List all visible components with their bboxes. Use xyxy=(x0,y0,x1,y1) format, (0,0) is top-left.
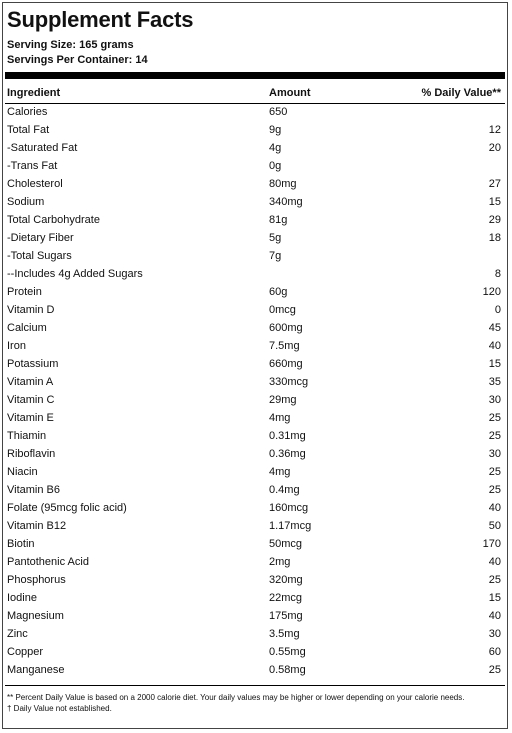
nutrient-row xyxy=(7,662,501,680)
nutrient-amount: 4mg xyxy=(269,412,291,424)
nutrient-amount: 0.4mg xyxy=(269,484,300,496)
nutrient-daily-value: 25 xyxy=(488,574,501,586)
nutrient-amount: 3.5mg xyxy=(269,628,300,640)
nutrient-amount: 7.5mg xyxy=(269,340,300,352)
servings-per-container: Servings Per Container: 14 xyxy=(7,54,148,66)
nutrient-row xyxy=(7,518,501,536)
nutrient-row xyxy=(7,392,501,410)
nutrient-amount: 80mg xyxy=(269,178,297,190)
nutrient-name: Copper xyxy=(7,646,44,658)
footnote-daily-value: ** Percent Daily Value is based on a 2000 calorie diet. Your daily values may be higher or lower depending on your calorie needs. xyxy=(7,693,465,702)
nutrient-daily-value: 35 xyxy=(488,376,501,388)
nutrient-daily-value: 29 xyxy=(488,214,501,226)
nutrient-row xyxy=(7,608,501,626)
nutrient-row xyxy=(7,356,501,374)
nutrient-amount: 2mg xyxy=(269,556,291,568)
nutrient-row xyxy=(7,104,501,122)
nutrient-name: Niacin xyxy=(7,466,38,478)
nutrient-daily-value: 20 xyxy=(488,142,501,154)
nutrient-row xyxy=(7,212,501,230)
nutrient-amount: 0g xyxy=(269,160,282,172)
nutrient-daily-value: 60 xyxy=(488,646,501,658)
nutrient-amount: 50mcg xyxy=(269,538,303,550)
nutrient-amount: 7g xyxy=(269,250,282,262)
nutrient-name: Magnesium xyxy=(7,610,64,622)
nutrient-row xyxy=(7,572,501,590)
nutrient-row xyxy=(7,644,501,662)
header-amount: Amount xyxy=(269,87,311,99)
nutrient-amount: 0mcg xyxy=(269,304,296,316)
nutrient-row xyxy=(7,122,501,140)
nutrient-daily-value: 8 xyxy=(494,268,501,280)
nutrient-amount: 175mg xyxy=(269,610,303,622)
nutrient-amount: 81g xyxy=(269,214,288,226)
nutrient-row xyxy=(7,140,501,158)
nutrient-daily-value: 40 xyxy=(488,556,501,568)
nutrient-row xyxy=(7,464,501,482)
panel-title: Supplement Facts xyxy=(7,7,194,32)
nutrient-amount: 160mcg xyxy=(269,502,309,514)
header-ingredient: Ingredient xyxy=(7,87,61,99)
nutrient-daily-value: 25 xyxy=(488,430,501,442)
nutrient-name: Riboflavin xyxy=(7,448,56,460)
nutrient-daily-value: 30 xyxy=(488,448,501,460)
serving-size: Serving Size: 165 grams xyxy=(7,39,134,51)
nutrient-amount: 330mcg xyxy=(269,376,309,388)
nutrient-daily-value: 45 xyxy=(488,322,501,334)
nutrient-row xyxy=(7,536,501,554)
nutrient-daily-value: 18 xyxy=(488,232,501,244)
nutrient-name: --Includes 4g Added Sugars xyxy=(7,268,143,280)
nutrient-row xyxy=(7,338,501,356)
nutrient-name: Protein xyxy=(7,286,42,298)
nutrient-amount: 0.55mg xyxy=(269,646,306,658)
nutrient-daily-value: 30 xyxy=(488,394,501,406)
nutrient-row xyxy=(7,626,501,644)
nutrient-row xyxy=(7,194,501,212)
nutrient-row xyxy=(7,374,501,392)
nutrient-name: Manganese xyxy=(7,664,65,676)
nutrient-amount: 660mg xyxy=(269,358,303,370)
thick-divider xyxy=(5,72,505,79)
nutrient-name: Vitamin C xyxy=(7,394,55,406)
nutrient-row xyxy=(7,248,501,266)
nutrient-row xyxy=(7,230,501,248)
nutrient-daily-value: 170 xyxy=(482,538,501,550)
nutrient-name: Vitamin D xyxy=(7,304,55,316)
nutrient-name: -Dietary Fiber xyxy=(7,232,74,244)
nutrient-amount: 22mcg xyxy=(269,592,303,604)
nutrient-row xyxy=(7,410,501,428)
nutrient-row xyxy=(7,446,501,464)
nutrient-name: -Saturated Fat xyxy=(7,142,78,154)
nutrient-row xyxy=(7,176,501,194)
nutrient-row xyxy=(7,428,501,446)
nutrient-row xyxy=(7,482,501,500)
nutrient-name: Potassium xyxy=(7,358,59,370)
nutrient-daily-value: 15 xyxy=(488,196,501,208)
nutrient-row xyxy=(7,302,501,320)
nutrient-name: Calories xyxy=(7,106,48,118)
nutrient-daily-value: 12 xyxy=(488,124,501,136)
nutrient-daily-value: 30 xyxy=(488,628,501,640)
nutrient-name: -Total Sugars xyxy=(7,250,72,262)
nutrient-daily-value: 27 xyxy=(488,178,501,190)
nutrient-name: Biotin xyxy=(7,538,35,550)
nutrient-name: -Trans Fat xyxy=(7,160,58,172)
nutrient-daily-value: 40 xyxy=(488,502,501,514)
nutrient-name: Pantothenic Acid xyxy=(7,556,89,568)
nutrient-name: Cholesterol xyxy=(7,178,63,190)
nutrient-daily-value: 25 xyxy=(488,484,501,496)
nutrient-amount: 4g xyxy=(269,142,282,154)
nutrient-name: Sodium xyxy=(7,196,45,208)
nutrient-daily-value: 120 xyxy=(482,286,501,298)
nutrient-amount: 600mg xyxy=(269,322,303,334)
nutrient-amount: 5g xyxy=(269,232,282,244)
nutrient-daily-value: 15 xyxy=(488,358,501,370)
nutrient-name: Calcium xyxy=(7,322,47,334)
nutrient-amount: 9g xyxy=(269,124,282,136)
nutrient-amount: 60g xyxy=(269,286,288,298)
nutrient-row xyxy=(7,320,501,338)
nutrient-daily-value: 25 xyxy=(488,466,501,478)
nutrient-amount: 29mg xyxy=(269,394,297,406)
nutrient-amount: 0.36mg xyxy=(269,448,306,460)
header-daily-value: % Daily Value** xyxy=(421,87,501,99)
nutrient-name: Total Fat xyxy=(7,124,50,136)
footnote-not-established: † Daily Value not established. xyxy=(7,704,112,713)
nutrient-name: Thiamin xyxy=(7,430,47,442)
nutrient-amount: 650 xyxy=(269,106,288,118)
nutrient-amount: 320mg xyxy=(269,574,303,586)
nutrient-daily-value: 0 xyxy=(494,304,501,316)
nutrient-name: Iodine xyxy=(7,592,37,604)
nutrient-row xyxy=(7,266,501,284)
nutrient-amount: 4mg xyxy=(269,466,291,478)
nutrient-daily-value: 40 xyxy=(488,340,501,352)
nutrient-daily-value: 50 xyxy=(488,520,501,532)
nutrient-amount: 0.58mg xyxy=(269,664,306,676)
nutrient-name: Phosphorus xyxy=(7,574,66,586)
nutrient-name: Vitamin A xyxy=(7,376,54,388)
nutrient-amount: 0.31mg xyxy=(269,430,306,442)
nutrient-name: Folate (95mcg folic acid) xyxy=(7,502,127,514)
nutrient-row xyxy=(7,590,501,608)
nutrient-name: Vitamin E xyxy=(7,412,54,424)
nutrient-daily-value: 40 xyxy=(488,610,501,622)
nutrient-daily-value: 15 xyxy=(488,592,501,604)
nutrient-name: Total Carbohydrate xyxy=(7,214,100,226)
nutrient-row xyxy=(7,500,501,518)
nutrient-name: Vitamin B12 xyxy=(7,520,67,532)
table-header xyxy=(7,85,501,103)
supplement-facts-panel xyxy=(2,2,508,729)
nutrient-name: Iron xyxy=(7,340,26,352)
nutrient-name: Vitamin B6 xyxy=(7,484,60,496)
nutrient-row xyxy=(7,554,501,572)
nutrient-amount: 1.17mcg xyxy=(269,520,312,532)
nutrient-amount: 340mg xyxy=(269,196,303,208)
nutrient-daily-value: 25 xyxy=(488,664,501,676)
nutrient-row xyxy=(7,158,501,176)
footer-divider xyxy=(5,685,505,686)
nutrient-name: Zinc xyxy=(7,628,28,640)
nutrient-daily-value: 25 xyxy=(488,412,501,424)
nutrient-row xyxy=(7,284,501,302)
